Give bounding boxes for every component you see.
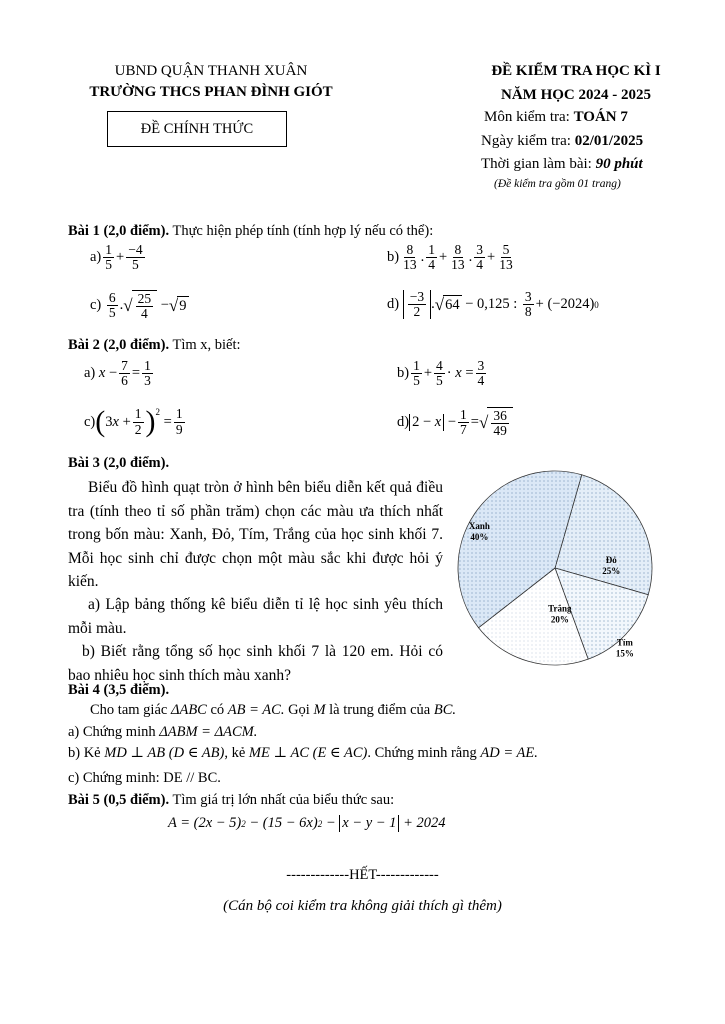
bai3-heading: Bài 3 (2,0 điểm). [68,455,170,471]
pie-chart [455,468,655,668]
pages-note: (Đề kiểm tra gồm 01 trang) [494,178,621,190]
bai1-d: d) $\frac{-3}{2}$ . √ 64 − 0,125 : $\frac{3}{8}$ + (−2024) 0 [387,289,599,320]
bai1-heading: Bài 1 (2,0 điểm). Thực hiện phép tính (tính hợp lý nếu có thể): [68,223,434,239]
bai3-part-b: b) Biết rằng tổng số học sinh khối 7 là 120 em. Hỏi có bao nhiêu học sinh thích màu xanh? [68,643,443,684]
footer-note: (Cán bộ coi kiểm tra không giải thích gì thêm) [223,898,502,914]
official-box: ĐỀ CHÍNH THỨC [107,111,287,147]
bai5-expression: A = (2x − 5) 2 − (15 − 6x) 2 − x − y − 1 + 2024 [168,815,446,831]
bai5-heading: Bài 5 (0,5 điểm). Tìm giá trị lớn nhất của biểu thức sau: [68,792,395,808]
school-name: TRƯỜNG THCS PHAN ĐÌNH GIÓT [89,84,333,100]
bai3-part-a: a) Lập bảng thống kê biểu diễn tỉ lệ học sinh yêu thích mỗi màu. [68,596,443,637]
bai1-c: c) $\frac{6}{5}$ . √ $\frac{25}{4}$ − √ 9 [90,290,187,322]
bai2-d: d) 2 − x − $\frac{1}{7}$ = √ $\frac{36}{49}$ [397,407,513,438]
pie-label-1: Tím [616,637,633,648]
bai2-a: a) x − $\frac{7}{6}$ = $\frac{1}{3}$ [84,358,151,389]
bai4-c: c) Chứng minh: DE // BC. [68,770,221,786]
bai3-intro: Biểu đồ hình quạt tròn ở hình bên biểu diễn kết quả điều tra (tính theo tỉ số phần trăm) chọn các màu ưa thích nhất trong bốn màu: Xanh, Đỏ, Tím, Trắng của học sinh khối 7. Mỗi học sinh chỉ được chọn một màu sắc khi được hỏi ý kiến. [68,479,443,590]
end-marker: -------------HẾT------------- [286,867,439,883]
pie-value-1: 15% [615,648,634,659]
time-line: Thời gian làm bài: 90 phút [481,156,643,172]
pie-label-3: Xanh [468,521,490,532]
district-name: UBND QUẬN THANH XUÂN [114,63,308,79]
exam-title: ĐỀ KIỂM TRA HỌC KÌ I [491,63,661,79]
pie-value-0: 25% [602,566,621,577]
bai2-heading: Bài 2 (2,0 điểm). Tìm x, biết: [68,337,241,353]
pie-label-2: Trắng [548,603,572,614]
pie-label-0: Đỏ [605,555,617,566]
bai4-intro: Cho tam giác ΔABC có AB = AC. Gọi M là trung điểm của BC. [90,702,456,718]
bai4-a: a) Chứng minh ΔABM = ΔACM. [68,724,258,740]
bai2-c: c) ( 3 x + $\frac{1}{2}$ ) $^2$ = $\frac{1}{9}$ [84,405,183,438]
pie-value-2: 20% [550,614,569,625]
subject-line: Môn kiểm tra: TOÁN 7 [484,109,628,125]
bai2-b: b) $\frac{1}{5}$ + $\frac{4}{5}$ · x = $\frac{3}{4}$ [397,358,485,389]
school-year: NĂM HỌC 2024 - 2025 [501,87,651,103]
bai1-b: b) $\frac{8}{13}$ . $\frac{1}{4}$ + $\frac{8}{13}$ . $\frac{3}{4}$ + $\frac{5}{13}$ [387,242,513,273]
bai1-a: a) $\frac{1}{5}$ + $\frac{-4}{5}$ [90,242,143,273]
bai4-heading: Bài 4 (3,5 điểm). [68,682,170,698]
date-line: Ngày kiểm tra: 02/01/2025 [481,133,644,149]
bai4-b: b) Kẻ MD ⊥ AB (D ∈ AB), kẻ ME ⊥ AC (E ∈ AC). Chứng minh rằng AD = AE. [68,745,538,761]
pie-value-3: 40% [470,532,489,543]
